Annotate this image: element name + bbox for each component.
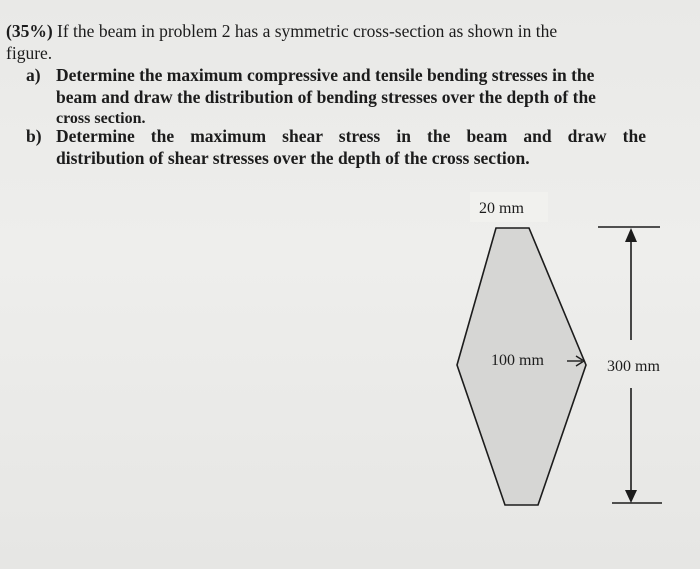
problem-intro-line1: If the beam in problem 2 has a symmetric cross-section as shown in the: [52, 21, 558, 41]
part-b-line2: distribution of shear stresses over the depth of the cross section.: [56, 148, 530, 168]
height-arrow-up-icon: [625, 228, 637, 242]
part-b-line1: Determine the maximum shear stress in the beam and draw the: [56, 126, 646, 146]
problem-intro-line2: figure.: [6, 43, 53, 63]
problem-weight: (35%): [6, 21, 53, 41]
part-a-line2: beam and draw the distribution of bending stresses over the depth of the: [56, 87, 596, 107]
part-b-marker: b): [26, 126, 42, 146]
part-a-line1: Determine the maximum compressive and tensile bending stresses in the: [56, 65, 595, 85]
part-a-marker: a): [26, 65, 41, 85]
height-label: 300 mm: [607, 358, 660, 375]
top-width-label: 20 mm: [479, 200, 524, 217]
height-arrow-down-icon: [625, 490, 637, 503]
part-a-line3: cross section.: [56, 110, 146, 127]
width-label: 100 mm: [491, 352, 544, 369]
